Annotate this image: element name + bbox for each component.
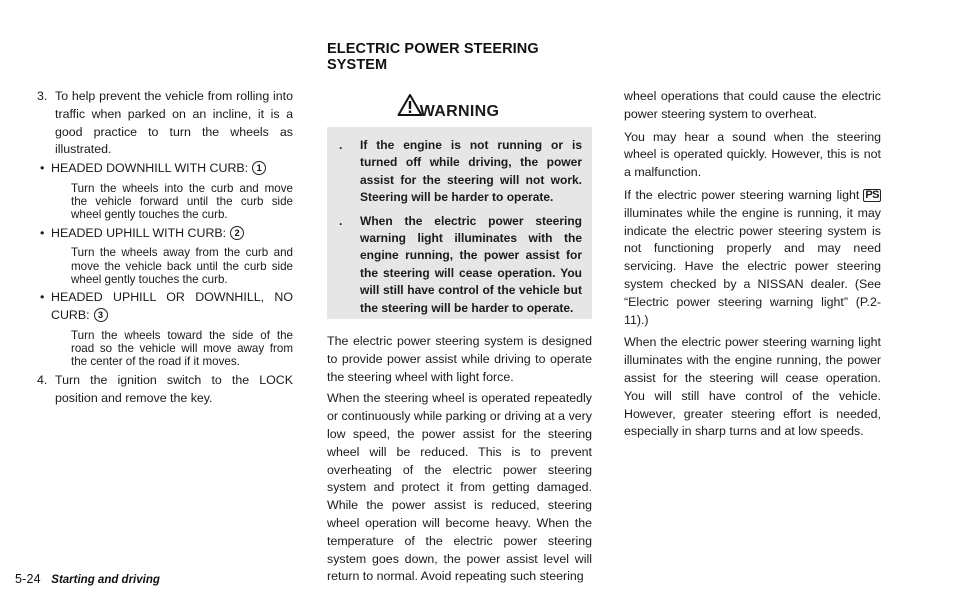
list-number: 3. <box>37 89 48 103</box>
paragraph-end: illuminates while the engine is running, it may indicate the electric power steering system is not functioning properly and may need servicing. Have the electric power steering system checked by a NISSAN dealer. (See “Electric power steering warning light” (P.2-11).) <box>624 205 881 327</box>
list-item-4 <box>37 372 293 408</box>
bullet-marker: • <box>40 161 45 176</box>
page-number: 5-24 <box>15 572 41 586</box>
paragraph: You may hear a sound when the steering wheel is operated quickly. However, this is not a malfunction. <box>624 129 881 180</box>
paragraph: When the electric power steering warning light illuminates with the engine running, the power assist for the steering will cease operation. You will still have control of the vehicle. However, greater steering effort is needed, especially in sharp turns and at low speeds. <box>624 335 881 439</box>
paragraph: The electric power steering system is designed to provide power assist while driving to operate the steering wheel with light force. <box>327 334 592 384</box>
section-title-line-1: ELECTRIC POWER STEERING <box>327 41 539 57</box>
list-number: 4. <box>37 373 48 388</box>
section-title <box>327 41 627 73</box>
chapter-name: Starting and driving <box>51 574 160 586</box>
callout-1-icon: 1 <box>252 161 266 175</box>
warning-header <box>327 89 592 127</box>
paragraph-start: If the electric power steering warning light <box>624 187 860 202</box>
paragraph: When the steering wheel is operated repeatedly or continuously while parking or driving at a very low speed, the power assist for the steering wheel will be reduced. This is to prevent overheating of the electric power steering system and protect it from getting damaged. While the power assist is reduced, steering wheel operation will become heavy. When the temperature of the electric power steering system goes down, the power assist level will return to normal. Avoid repeating such steering <box>327 391 592 584</box>
bullet-heading: HEADED UPHILL WITH CURB: <box>51 225 227 240</box>
callout-2-icon: 2 <box>230 226 244 240</box>
warning-box <box>327 89 592 319</box>
bullet-detail: Turn the wheels into the curb and move the vehicle forward until the curb side wheel gently touches the curb. <box>71 181 293 222</box>
warning-title: WARNING <box>419 103 500 120</box>
bullet-heading: HEADED DOWNHILL WITH CURB: <box>51 161 249 176</box>
bullet-detail: Turn the wheels toward the side of the road so the vehicle will move away from the center of the road if it moves. <box>71 328 293 368</box>
power-steering-warning-icon: PS <box>865 188 879 201</box>
column-middle-body <box>327 333 592 590</box>
paragraph: wheel operations that could cause the electric power steering system to overheat. <box>624 89 881 121</box>
warning-text: When the electric power steering warning light illuminates with the engine running, the power assist for the steering will cease operation. You will still have control of the vehicle but the steering will be harder to operate. <box>360 213 582 315</box>
warning-item <box>327 213 592 317</box>
bullet-no-curb <box>37 289 293 325</box>
page-footer <box>15 570 160 588</box>
list-text: To help prevent the vehicle from rolling into traffic when parked on an incline, it is a good practice to turn the wheels as illustrated. <box>55 89 293 157</box>
warning-item <box>327 137 592 207</box>
warning-list <box>327 137 592 323</box>
callout-3-icon: 3 <box>94 308 108 322</box>
column-right <box>624 88 881 446</box>
bullet-marker: • <box>40 290 45 304</box>
section-title-line-2: SYSTEM <box>327 57 388 73</box>
bullet-marker: • <box>40 225 45 240</box>
bullet-heading-wrap <box>51 289 293 325</box>
bullet-downhill-curb <box>37 160 293 178</box>
paragraph-with-icon <box>624 187 881 329</box>
column-left <box>37 88 293 408</box>
bullet-heading: HEADED UPHILL OR DOWNHILL, NO CURB: <box>51 290 293 322</box>
warning-marker: . <box>339 213 343 228</box>
warning-marker: . <box>339 138 343 152</box>
warning-triangle-icon <box>397 93 423 117</box>
bullet-uphill-curb <box>37 225 293 243</box>
warning-text: If the engine is not running or is turned off while driving, the power assist for the steering will not work. Steering will be harder to operate. <box>360 138 582 205</box>
list-text: Turn the ignition switch to the LOCK position and remove the key. <box>55 373 293 405</box>
list-item-3 <box>37 88 293 159</box>
bullet-detail: Turn the wheels away from the curb and move the vehicle back until the curb side wheel gently touches the curb. <box>71 246 293 286</box>
